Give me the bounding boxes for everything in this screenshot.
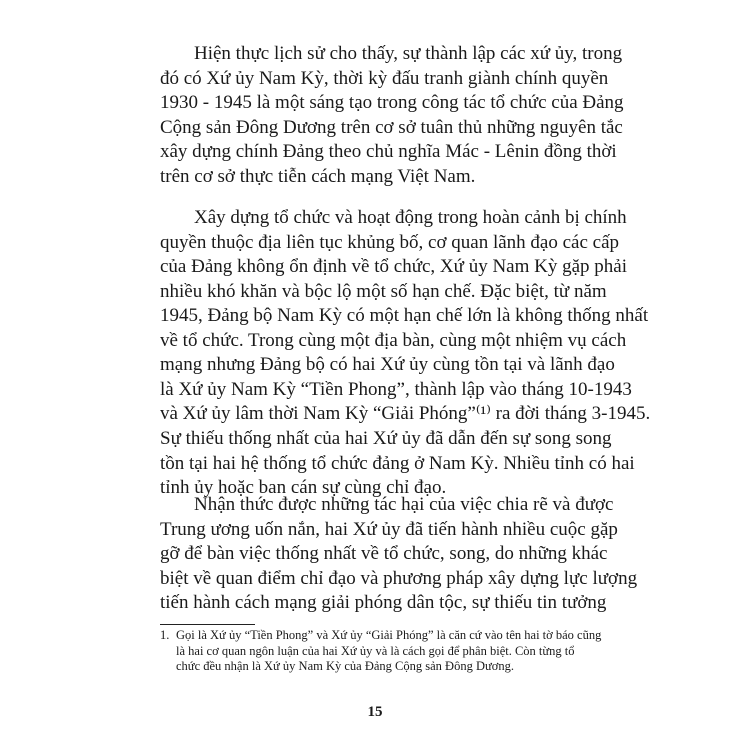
paragraph-1-line: 1930 - 1945 là một sáng tạo trong công tác tổ chức của Đảng <box>160 92 624 114</box>
paragraph-2-line: Xây dựng tổ chức và hoạt động trong hoàn cảnh bị chính <box>194 207 627 228</box>
paragraph-2-line: là Xứ ủy Nam Kỳ “Tiền Phong”, thành lập vào tháng 10-1943 <box>160 378 632 400</box>
paragraph-2-line: 1945, Đảng bộ Nam Kỳ có một hạn chế lớn là không thống nhất <box>160 305 649 327</box>
paragraph-2-line: nhiều khó khăn và bộc lộ một số hạn chế. Đặc biệt, từ năm <box>160 280 607 302</box>
paragraph-1-line: Cộng sản Đông Dương trên cơ sở tuân thủ những nguyên tắc <box>160 116 623 138</box>
footnote-line: chức đều nhận là Xứ ủy Nam Kỳ của Đảng Cộng sản Đông Dương. <box>176 659 514 673</box>
paragraph-2-line: về tổ chức. Trong cùng một địa bàn, cùng một nhiệm vụ cách <box>160 329 627 351</box>
paragraph-1-line: Hiện thực lịch sử cho thấy, sự thành lập các xứ ủy, trong <box>194 43 623 64</box>
paragraph-3-line: Trung ương uốn nắn, hai Xứ ủy đã tiến hành nhiều cuộc gặp <box>160 518 618 540</box>
footnote-line: Gọi là Xứ ủy “Tiền Phong” và Xứ ủy “Giải Phóng” là căn cứ vào tên hai tờ báo cũng <box>176 628 602 642</box>
paragraph-1-line: xây dựng chính Đảng theo chủ nghĩa Mác - Lênin đồng thời <box>160 141 617 163</box>
paragraph-2-line: tỉnh ủy hoặc ban cán sự cùng chỉ đạo. <box>160 477 447 499</box>
page-number: 15 <box>367 704 383 720</box>
paragraph-1-line: trên cơ sở thực tiễn cách mạng Việt Nam. <box>160 165 476 187</box>
footnote-divider <box>160 624 255 625</box>
paragraph-3-line: tiến hành cách mạng giải phóng dân tộc, sự thiếu tin tưởng <box>160 592 607 614</box>
paragraph-3-line: biệt về quan điểm chỉ đạo và phương pháp xây dựng lực lượng <box>160 567 638 589</box>
paragraph-2-line: và Xứ ủy lâm thời Nam Kỳ “Giải Phóng”⁽¹⁾ ra đời tháng 3-1945. <box>160 403 651 425</box>
paragraph-1-line: đó có Xứ ủy Nam Kỳ, thời kỳ đấu tranh giành chính quyền <box>160 67 609 89</box>
paragraph-3-line: Nhận thức được những tác hại của việc chia rẽ và được <box>194 494 614 515</box>
footnote-line: là hai cơ quan ngôn luận của hai Xứ ủy và là cách gọi để phân biệt. Còn từng tổ <box>176 643 575 658</box>
paragraph-2-line: tồn tại hai hệ thống tổ chức đảng ở Nam Kỳ. Nhiều tỉnh có hai <box>160 452 635 474</box>
paragraph-2-line: của Đảng không ổn định về tổ chức, Xứ ủy Nam Kỳ gặp phải <box>160 256 627 278</box>
paragraph-2-line: quyền thuộc địa liên tục khủng bố, cơ quan lãnh đạo các cấp <box>160 231 620 253</box>
paragraph-2-line: mạng nhưng Đảng bộ có hai Xứ ủy cùng tồn tại và lãnh đạo <box>160 354 615 376</box>
paragraph-2-line: Sự thiếu thống nhất của hai Xứ ủy đã dẫn đến sự song song <box>160 427 612 449</box>
paragraph-3-line: gỡ để bàn việc thống nhất về tổ chức, song, do những khác <box>160 543 608 565</box>
footnote-number: 1. <box>160 628 170 642</box>
